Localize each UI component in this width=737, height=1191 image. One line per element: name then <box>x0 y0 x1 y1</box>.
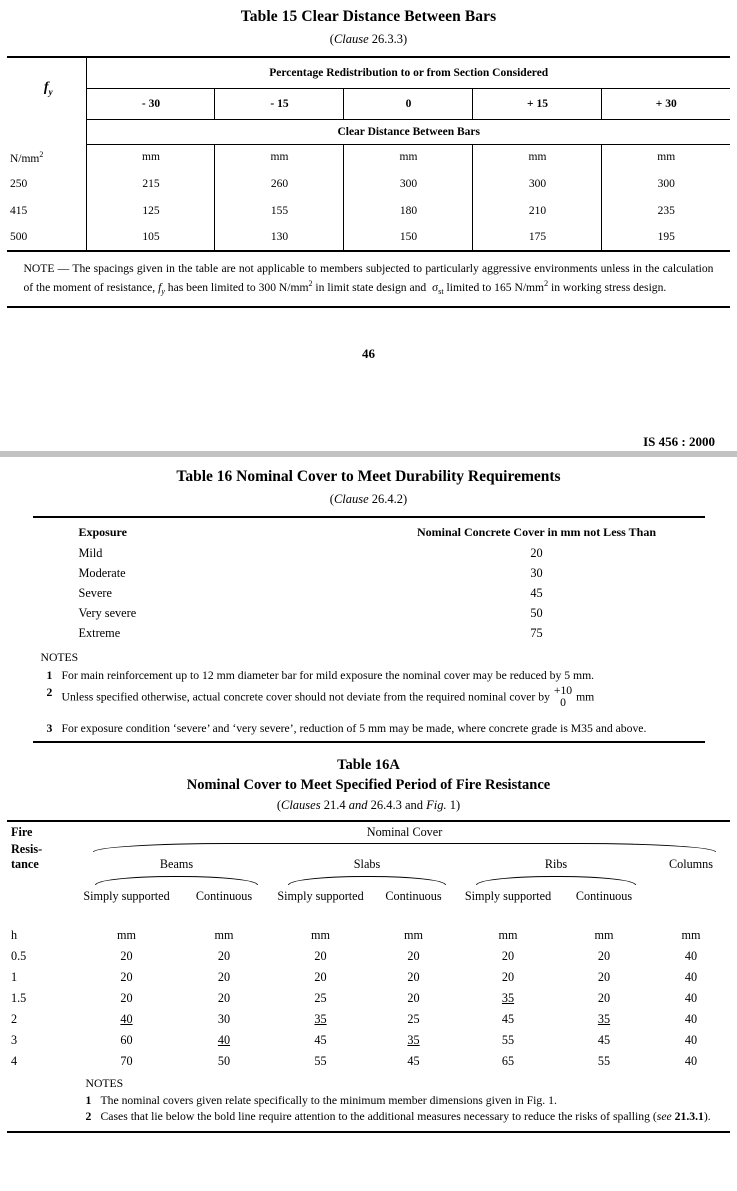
table16a-note-item <box>24 1093 714 1110</box>
table15-cell: 195 <box>657 231 675 243</box>
table16-row <box>33 624 705 644</box>
table16a-cell: 40 <box>684 1033 698 1048</box>
table15-note-text-4: limited to 165 N/mm <box>446 280 545 294</box>
table15-stub-fy-sub: y <box>48 86 53 97</box>
table16-note-item <box>33 685 705 709</box>
table16a-cell: 20 <box>120 970 133 985</box>
table16a-group-brace-row <box>7 875 730 890</box>
table16a-title-line1: Table 16A <box>337 757 400 774</box>
table16a-sub-beams-continuous: Continuous <box>195 889 253 904</box>
table16-exposure: Moderate <box>78 566 126 581</box>
table16a-spanner-row <box>7 822 730 842</box>
table16-note-number: 2 <box>46 685 53 699</box>
table16a-cell: 20 <box>314 949 327 964</box>
table16a-unit: mm <box>404 927 423 942</box>
table16a-cell: 20 <box>120 991 133 1006</box>
table16a-ribs-brace-cell <box>460 875 652 890</box>
table16a-unit: mm <box>498 927 518 942</box>
table16a-cell: 70 <box>120 1054 133 1069</box>
table16-tolerance-fraction <box>554 685 572 709</box>
table15-row <box>7 170 730 197</box>
nominal-cover-brace-icon <box>93 843 716 852</box>
table16a-clause-word: Clauses <box>280 798 321 813</box>
table16a-unit: mm <box>311 927 330 942</box>
table16a-cell: 45 <box>314 1033 327 1048</box>
table16a-cell: 20 <box>217 970 231 985</box>
table16-row <box>33 604 705 624</box>
table16a-group-columns: Columns <box>668 857 714 872</box>
table16a-row-label: 1.5 <box>11 991 27 1006</box>
table15-spanner-label: Percentage Redistribution to or from Section Considered <box>87 57 730 88</box>
table16-note-text: For main reinforcement up to 12 mm diameter bar for mild exposure the nominal cover may be reduced by 5 mm. <box>61 669 595 683</box>
table15-stub-unit-sup: 2 <box>39 149 44 159</box>
table15-cell: 300 <box>344 170 473 197</box>
table15-cell: 235 <box>657 204 675 217</box>
table16a-group-beams: Beams <box>159 857 194 872</box>
table16a-cell: 55 <box>501 1033 515 1048</box>
table16a-cell: 20 <box>597 970 611 985</box>
table16a-note-number: 2 <box>85 1110 92 1124</box>
table16a-unit: mm <box>681 927 701 942</box>
table16a-note-text <box>101 1109 714 1126</box>
table15-unit-4: mm <box>657 151 676 164</box>
table15-note-text-2: has been limited to 300 N/mm <box>167 280 309 294</box>
table16-tolerance-lower: 0 <box>560 695 566 709</box>
table16-note-number: 3 <box>46 721 53 735</box>
table16a-cell: 25 <box>407 1012 420 1027</box>
table15-band-label: Clear Distance Between Bars <box>87 119 730 144</box>
table15-stub-unit <box>7 144 87 170</box>
table16a-cell: 20 <box>407 991 420 1006</box>
table15-cell: 260 <box>215 170 344 197</box>
table16-clause-number: 26.4.2 <box>371 491 404 506</box>
table16a-group-label-row <box>7 857 730 875</box>
table16a-bottom-rule <box>7 1131 730 1133</box>
table15-note-sigma-sub: st <box>438 286 444 296</box>
table16a-sub-label-row <box>7 890 730 924</box>
table16-cover: 50 <box>530 606 543 621</box>
table16a-note-item <box>24 1109 714 1126</box>
table15-cell: 175 <box>473 224 602 251</box>
table15-spanner-row <box>7 57 730 88</box>
table16a-row <box>7 1030 730 1051</box>
table16-cover: 30 <box>530 566 543 581</box>
table16a-notes <box>24 1076 714 1126</box>
table16-notes-heading: NOTES <box>40 650 79 664</box>
table16a-cell: 45 <box>407 1054 420 1069</box>
table16a-cell: 40 <box>684 991 698 1006</box>
table16a-stub-unit: h <box>11 927 18 942</box>
table15-title: Table 15 Clear Distance Between Bars <box>240 8 497 25</box>
table16a-cell: 40 <box>120 1012 133 1027</box>
table16a-cell: 40 <box>684 1012 698 1027</box>
table16a-cell: 65 <box>501 1054 515 1069</box>
table16a-cell: 20 <box>217 949 231 964</box>
table16a-stub-line3: tance <box>11 857 39 872</box>
table16a-sub-columns-spacer <box>652 890 730 924</box>
table16a-cell: 35 <box>407 1033 420 1048</box>
table16a-beams-brace-cell <box>79 875 274 890</box>
table15-note-fy-sub: y <box>161 286 165 296</box>
table16a-slabs-brace-cell <box>274 875 460 890</box>
table16-row <box>33 564 705 584</box>
table16a-cell: 20 <box>407 949 420 964</box>
table15-clause-word: Clause <box>333 32 369 46</box>
page-table15 <box>0 0 737 362</box>
table16-note-number: 1 <box>46 669 53 683</box>
table16a-cell: 40 <box>684 1054 698 1069</box>
table16a-note-text-after: ). <box>703 1110 711 1124</box>
standard-id: IS 456 : 2000 <box>643 433 715 449</box>
table16a-row <box>7 1009 730 1030</box>
table16-notes <box>33 650 705 738</box>
table15-cell: 180 <box>344 197 473 224</box>
table15-unit-3: mm <box>473 144 602 170</box>
table16a <box>7 820 730 1133</box>
table16a-clause-fig-number: 1 <box>449 798 456 813</box>
table16a-note-text-before: Cases that lie below the bold line require attention to the additional measures necessary to reduce the risks of spalling ( <box>100 1110 657 1124</box>
table16 <box>33 516 705 644</box>
table16a-cell: 20 <box>597 991 611 1006</box>
page-table16 <box>0 362 737 1134</box>
table16-row <box>33 584 705 604</box>
table16a-row-label: 1 <box>11 970 18 985</box>
table16a-columns-brace-spacer <box>652 875 730 890</box>
table16a-note-ref: 21.3.1 <box>674 1110 704 1124</box>
table16a-grid <box>7 822 730 1072</box>
table15-stub-unit-text: N/mm <box>9 152 40 165</box>
table15-note-sup-2: 2 <box>544 278 549 288</box>
page-number: 46 <box>362 345 375 361</box>
table16a-spanner-label: Nominal Cover <box>366 825 443 840</box>
table16-note-text <box>62 685 705 709</box>
table16a-cell: 25 <box>314 991 327 1006</box>
table15-unit-0: mm <box>87 144 215 170</box>
table16a-clause-fig: Fig. <box>426 798 447 813</box>
table15-note-sup-1: 2 <box>308 278 313 288</box>
table16a-cell: 45 <box>597 1033 611 1048</box>
table16a-row <box>7 988 730 1009</box>
table15-note-text-1: The spacings given in the table are not applicable to members subjected to particularly aggressive environments unless in the calculation of the moment of resistance, <box>23 262 714 294</box>
table16a-cell: 40 <box>684 970 698 985</box>
table15-cell: 215 <box>87 170 215 197</box>
table16a-row <box>7 967 730 988</box>
table16a-row-label: 2 <box>11 1012 18 1027</box>
table16a-group-ribs: Ribs <box>544 857 568 872</box>
table15-note <box>24 261 714 298</box>
table16a-sub-slabs-simply: Simply supported <box>277 889 364 904</box>
table16a-cell: 20 <box>407 970 420 985</box>
table16a-sub-beams-simply: Simply supported <box>83 889 170 904</box>
table15-col-head-0: - 30 <box>87 88 215 119</box>
table16-header-row <box>33 517 705 544</box>
table16a-cell: 35 <box>501 991 515 1006</box>
table16a-clause-ref: (Clauses 21.4 and 26.4.3 and Fig. 1) <box>276 798 461 813</box>
table15-cell: 300 <box>473 170 602 197</box>
table16a-cell: 20 <box>120 949 133 964</box>
table15-cell: 125 <box>87 197 215 224</box>
table16a-sub-slabs-continuous: Continuous <box>385 889 442 904</box>
table15-stub-fy: f <box>43 80 49 96</box>
table16-row <box>33 544 705 564</box>
table15-cell: 210 <box>473 197 602 224</box>
table16a-row-label: 4 <box>11 1054 18 1069</box>
table16a-cell: 55 <box>597 1054 611 1069</box>
table16-clause-ref: (Clause 26.4.2) <box>329 491 408 506</box>
table15-note-text-5: in working stress design. <box>551 280 667 294</box>
table16a-spanner-brace-cell <box>79 842 730 857</box>
table16a-note-number: 1 <box>85 1093 92 1107</box>
table16-note-item <box>33 721 705 738</box>
table15-band-row <box>7 119 730 144</box>
table16-exposure: Extreme <box>78 626 121 641</box>
table16-cover: 75 <box>530 626 543 641</box>
table16a-group-slabs: Slabs <box>353 857 381 872</box>
table15-bottom-rule <box>7 306 730 308</box>
ribs-brace-icon <box>476 876 636 885</box>
table16a-cell: 35 <box>314 1012 327 1027</box>
table16a-cell: 40 <box>684 949 698 964</box>
table16-col-head-exposure: Exposure <box>33 517 369 544</box>
table15-cell: 300 <box>657 177 675 190</box>
table15-cell: 155 <box>215 197 344 224</box>
table16a-clause-and: and <box>348 798 368 813</box>
table16a-row-label: 3 <box>11 1033 18 1048</box>
table16a-row <box>7 1051 730 1072</box>
table16a-title-line2: Nominal Cover to Meet Specified Period of Fire Resistance <box>186 777 551 794</box>
table16-clause-word: Clause <box>333 491 369 506</box>
table16a-note-text: The nominal covers given relate specifically to the minimum member dimensions given in Fig. 1. <box>100 1093 557 1107</box>
table15-row <box>7 197 730 224</box>
table16a-notes-heading: NOTES <box>85 1077 124 1091</box>
table15-column-head-row <box>7 88 730 119</box>
table15-band-stub <box>7 119 87 144</box>
table16a-cell: 20 <box>501 970 515 985</box>
table16a-cell: 40 <box>217 1033 231 1048</box>
table15-note-label: NOTE — <box>23 262 70 275</box>
table16a-cell: 45 <box>501 1012 515 1027</box>
table16-note-text-before: Unless specified otherwise, actual concrete cover should not deviate from the required nominal cover by <box>61 690 550 704</box>
table16a-unit: mm <box>594 927 614 942</box>
table15 <box>7 56 730 252</box>
table15-col-head-1: - 15 <box>215 88 344 119</box>
table16-note-text: For exposure condition ‘severe’ and ‘very severe’, reduction of 5 mm may be made, where concrete grade is M35 and above. <box>61 721 647 735</box>
table16-title: Table 16 Nominal Cover to Meet Durability Requirements <box>176 467 561 485</box>
table15-col-head-4: + 30 <box>602 88 730 119</box>
slabs-brace-icon <box>288 876 446 885</box>
table16a-cell: 35 <box>597 1012 611 1027</box>
table15-units-row <box>7 144 730 170</box>
table16a-cell: 20 <box>217 991 231 1006</box>
table15-note-fy: f <box>158 280 162 294</box>
table15-clause-ref: (Clause 26.3.3) <box>329 32 408 46</box>
table16a-note-see: see <box>656 1110 672 1124</box>
table15-row-label: 415 <box>9 204 28 217</box>
table16a-cell: 50 <box>217 1054 231 1069</box>
table15-cell: 150 <box>344 224 473 251</box>
table16a-cell: 55 <box>314 1054 327 1069</box>
table16a-clause-number-1: 21.4 <box>323 798 346 813</box>
table16a-row <box>7 946 730 967</box>
table16-exposure: Very severe <box>78 606 137 621</box>
table16a-cell: 20 <box>314 970 327 985</box>
table15-cell: 105 <box>87 224 215 251</box>
table16a-stub-line1: Fire <box>11 825 33 840</box>
table16-exposure: Severe <box>78 586 112 601</box>
table16-tolerance-unit: mm <box>576 690 595 704</box>
table15-row <box>7 224 730 251</box>
table16a-row-label: 0.5 <box>11 949 27 964</box>
table15-note-text-3: in limit state design and <box>315 280 427 294</box>
table15-stub-header <box>7 57 87 119</box>
table16a-sub-ribs-continuous: Continuous <box>575 889 633 904</box>
table16-note-item <box>33 668 705 685</box>
table16a-spanner-brace-row <box>7 842 730 857</box>
table16-exposure: Mild <box>78 546 103 561</box>
table15-note-sigma: σ <box>432 280 439 294</box>
table16a-unit: mm <box>214 927 234 942</box>
table16-cover: 45 <box>530 586 543 601</box>
beams-brace-icon <box>95 876 258 885</box>
table15-row-label: 500 <box>9 231 28 243</box>
table16a-cell: 60 <box>120 1033 133 1048</box>
table16a-stub-line2: Resis- <box>11 842 43 857</box>
table15-unit-2: mm <box>344 144 473 170</box>
table15-cell: 130 <box>215 224 344 251</box>
table15-unit-1: mm <box>215 144 344 170</box>
table16-cover: 20 <box>530 546 543 561</box>
table16a-cell: 20 <box>597 949 611 964</box>
table16a-sub-ribs-simply: Simply supported <box>464 889 552 904</box>
table15-col-head-2: 0 <box>344 88 473 119</box>
table16-tolerance-upper: +10 <box>553 683 573 697</box>
table16a-units-row <box>7 924 730 946</box>
table16a-brace-stub-spacer <box>7 875 79 890</box>
table15-clause-number: 26.3.3 <box>371 32 404 46</box>
table16a-sub-stub-spacer <box>7 890 79 924</box>
table16a-cell: 30 <box>217 1012 231 1027</box>
table16a-unit: mm <box>117 927 136 942</box>
table15-col-head-3: + 15 <box>473 88 602 119</box>
table15-row-label: 250 <box>9 177 28 190</box>
table16a-clause-number-2: 26.4.3 and <box>370 798 424 813</box>
table16-col-head-cover: Nominal Concrete Cover in mm not Less Than <box>369 517 705 544</box>
table16a-cell: 20 <box>501 949 515 964</box>
